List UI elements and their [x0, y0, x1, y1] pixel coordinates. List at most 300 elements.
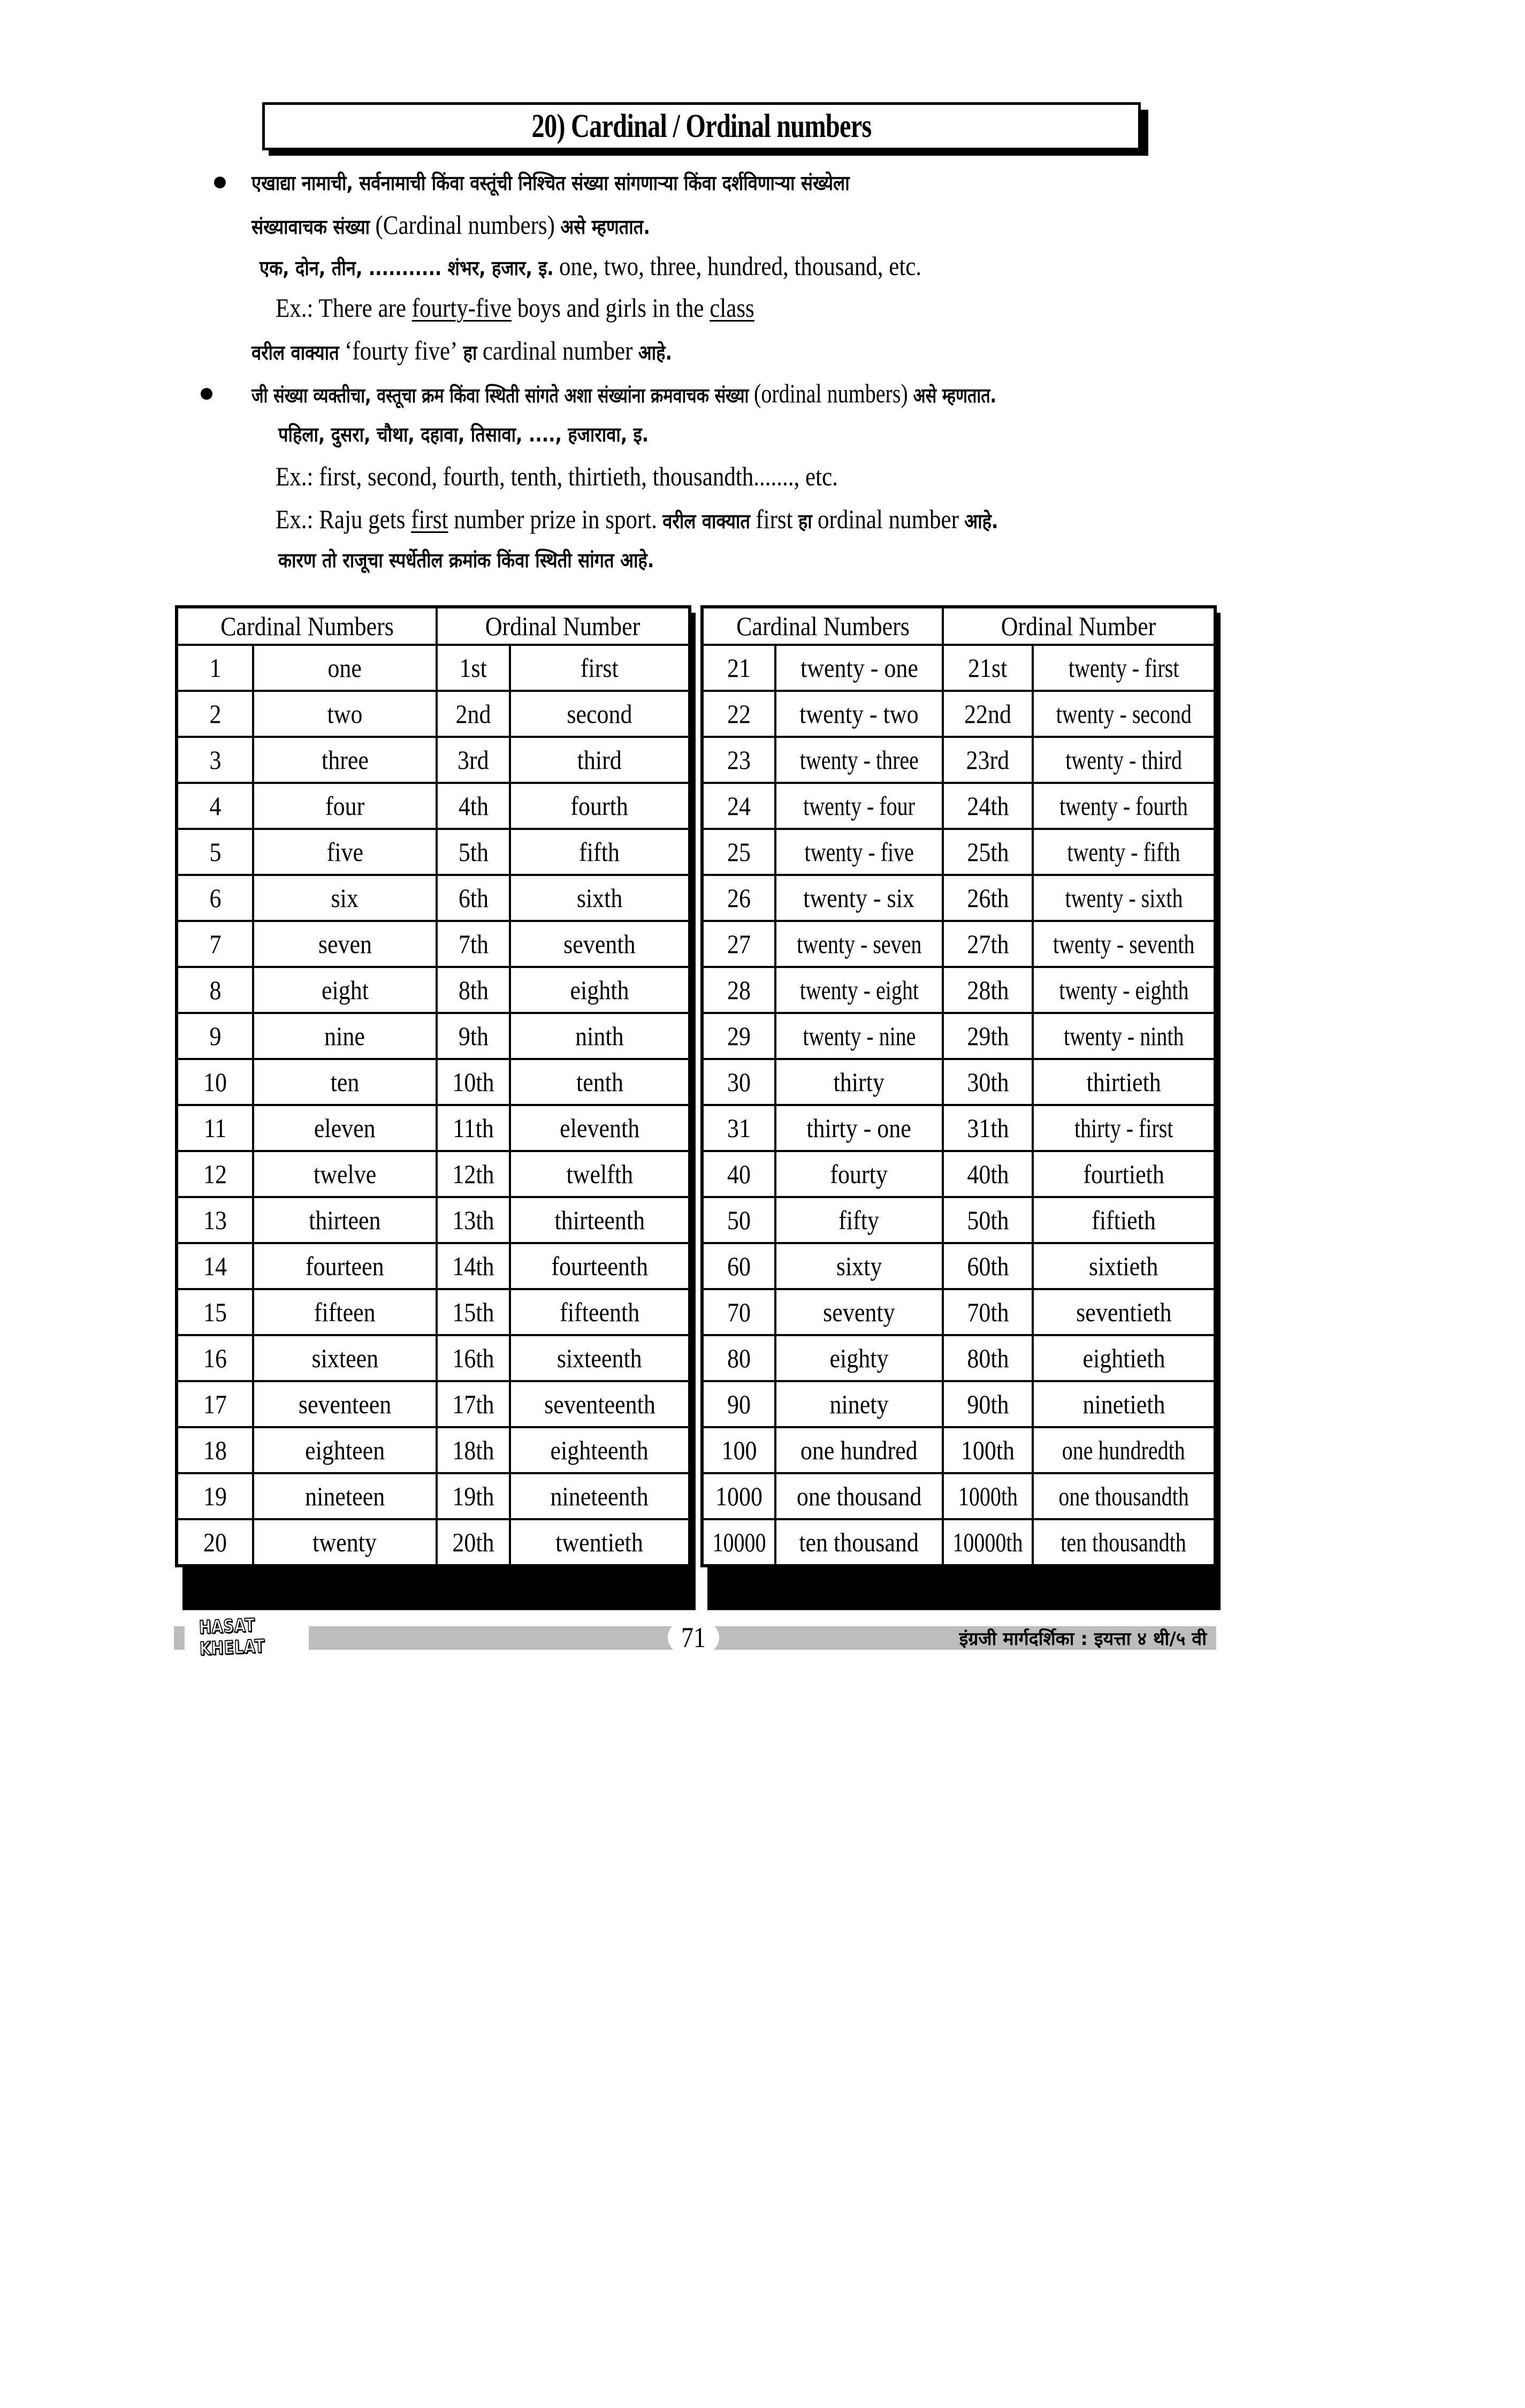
example2-marathi: वरील वाक्यात [662, 509, 750, 533]
cell-ordinal-word [1033, 1519, 1215, 1566]
cell-ordinal-abbrev [437, 1013, 510, 1059]
cell-number-word [253, 1013, 437, 1059]
ordinal-word-text: fifteenth [559, 1297, 640, 1327]
example2-ha: हा [798, 509, 812, 533]
number-text: 50 [727, 1205, 751, 1235]
ordinal-abbrev-text: 70th [966, 1297, 1009, 1327]
explanation-prefix: वरील वाक्यात [251, 341, 339, 364]
example-underlined-number: fourty-five [411, 293, 512, 323]
ordinal-abbrev-text: 9th [458, 1021, 489, 1051]
cell-number-word [775, 1289, 943, 1335]
cell-ordinal-word [1033, 1013, 1215, 1059]
ordinal-abbrev-text: 16th [452, 1343, 494, 1373]
ordinal-abbrev-text: 21st [968, 653, 1008, 683]
table-row [177, 783, 690, 829]
ordinal-word-text: seventh [563, 929, 636, 959]
cell-number [177, 645, 253, 691]
number-word-text: eleven [314, 1113, 376, 1143]
cell-ordinal-abbrev [437, 1243, 510, 1289]
ordinal-word-text: ninetieth [1082, 1389, 1165, 1419]
number-word-text: twenty - three [799, 745, 919, 775]
table-row [702, 1473, 1215, 1519]
ordinal-word-text: fourtieth [1083, 1159, 1164, 1189]
cell-ordinal-word [1033, 829, 1215, 875]
number-text: 5 [209, 837, 221, 867]
number-text: 31 [727, 1113, 751, 1143]
number-text: 70 [727, 1297, 751, 1327]
ordinal-word-text: tenth [576, 1067, 623, 1097]
number-text: 18 [203, 1435, 227, 1465]
table-row [177, 921, 690, 967]
ordinal-abbrev-text: 50th [966, 1205, 1009, 1235]
cell-ordinal-abbrev [437, 1335, 510, 1381]
ordinal-word-text: thirteenth [554, 1205, 645, 1235]
ordinal-word-text: twentieth [555, 1527, 644, 1557]
cell-ordinal-abbrev [437, 691, 510, 737]
number-text: 24 [727, 791, 751, 821]
ordinal-word-text: sixteenth [557, 1343, 642, 1373]
explanation-ha: हा [463, 341, 477, 364]
ordinal-word-text: twenty - sixth [1065, 883, 1183, 913]
table-header-row [177, 607, 690, 645]
cell-ordinal-word [510, 875, 690, 921]
cell-number [177, 1427, 253, 1473]
number-text: 13 [203, 1205, 227, 1235]
cell-number [177, 829, 253, 875]
number-text: 1000 [715, 1481, 762, 1511]
table-row [702, 691, 1215, 737]
number-word-text: thirteen [309, 1205, 381, 1235]
page-number: 71 [681, 1621, 706, 1653]
cell-number [177, 1243, 253, 1289]
cell-number [177, 737, 253, 783]
number-word-text: two [327, 699, 363, 729]
cell-ordinal-abbrev [437, 645, 510, 691]
cell-ordinal-word [1033, 1289, 1215, 1335]
cell-ordinal-word [510, 783, 690, 829]
section2-line4 [276, 503, 1116, 537]
cell-ordinal-word [510, 1427, 690, 1473]
cell-ordinal-abbrev [943, 967, 1033, 1013]
number-text: 40 [727, 1159, 751, 1189]
ordinal-abbrev-text: 3rd [458, 745, 489, 775]
cell-number-word [775, 1427, 943, 1473]
number-word-text: twenty - five [804, 837, 914, 867]
table-row [702, 1105, 1215, 1151]
number-word-text: one [327, 653, 362, 683]
cell-ordinal-word [510, 1335, 690, 1381]
cell-ordinal-word [1033, 1243, 1215, 1289]
ordinal-abbrev-text: 10000th [952, 1527, 1023, 1557]
number-word-text: nineteen [304, 1481, 385, 1511]
cell-number [177, 1059, 253, 1105]
number-word-text: twenty - two [799, 699, 919, 729]
number-word-text: fifty [838, 1205, 880, 1235]
cell-number-word [253, 1473, 437, 1519]
number-text: 15 [203, 1297, 227, 1327]
ordinal-abbrev-text: 90th [966, 1389, 1009, 1419]
ordinal-word-text: one thousandth [1058, 1481, 1189, 1511]
ordinal-abbrev-text: 4th [458, 791, 489, 821]
page-title: 20) Cardinal / Ordinal numbers [531, 108, 872, 144]
cell-ordinal-abbrev [437, 1151, 510, 1197]
cell-ordinal-abbrev [943, 1243, 1033, 1289]
ordinal-abbrev-text: 17th [452, 1389, 494, 1419]
cell-number-word [775, 1013, 943, 1059]
cell-ordinal-abbrev [943, 829, 1033, 875]
number-word-text: twenty - eight [799, 975, 919, 1005]
ordinal-word-text: nineteenth [550, 1481, 649, 1511]
number-word-text: one thousand [796, 1481, 922, 1511]
ordinal-abbrev-text: 60th [966, 1251, 1009, 1281]
number-word-text: ten thousand [799, 1527, 919, 1557]
header-cardinal-text: Cardinal Numbers [736, 611, 910, 641]
number-word-text: thirty [833, 1067, 885, 1097]
cell-ordinal-word [510, 1381, 690, 1427]
ordinal-word-text: thirtieth [1086, 1067, 1161, 1097]
ordinal-abbrev-text: 80th [966, 1343, 1009, 1373]
table-row [702, 1013, 1215, 1059]
ordinal-abbrev-text: 15th [452, 1297, 494, 1327]
ordinal-abbrev-text: 31th [966, 1113, 1009, 1143]
table-row [177, 1519, 690, 1566]
ordinal-abbrev-text: 30th [966, 1067, 1009, 1097]
table-row [702, 829, 1215, 875]
number-word-text: twenty - six [803, 883, 915, 913]
ordinal-word-text: fourteenth [551, 1251, 648, 1281]
cell-ordinal-word [1033, 1381, 1215, 1427]
ordinal-word-text: eleventh [559, 1113, 640, 1143]
ordinal-word-text: eighth [570, 975, 629, 1005]
cell-number [177, 921, 253, 967]
cell-number-word [253, 1151, 437, 1197]
cell-number-word [253, 1105, 437, 1151]
cell-ordinal-word [1033, 967, 1215, 1013]
cell-ordinal-word [1033, 875, 1215, 921]
number-word-text: six [331, 883, 359, 913]
section1-line1 [251, 167, 947, 199]
cell-ordinal-abbrev [437, 875, 510, 921]
ordinal-abbrev-text: 1st [459, 653, 487, 683]
cell-number-word [775, 921, 943, 967]
example2-term: ordinal number [818, 504, 959, 534]
number-word-text: nine [324, 1021, 365, 1051]
table-row [702, 1151, 1215, 1197]
cell-number [177, 875, 253, 921]
bullet-icon [201, 388, 212, 400]
cell-number-word [775, 875, 943, 921]
header-ordinal [943, 607, 1215, 645]
ordinal-word-text: ninth [575, 1021, 624, 1051]
ordinal-abbrev-text: 25th [966, 837, 1009, 867]
ordinal-abbrev-text: 24th [966, 791, 1009, 821]
cell-ordinal-word [510, 1519, 690, 1566]
table-row [177, 737, 690, 783]
ordinal-abbrev-text: 5th [458, 837, 489, 867]
number-text: 100 [721, 1435, 757, 1465]
ordinal-word-text: twenty - eighth [1058, 975, 1189, 1005]
example2-underlined: first [411, 504, 448, 534]
cell-ordinal-abbrev [943, 645, 1033, 691]
number-word-text: sixteen [311, 1343, 378, 1373]
cell-number-word [253, 921, 437, 967]
table-row [702, 645, 1215, 691]
cell-number [177, 1519, 253, 1566]
number-text: 27 [727, 929, 751, 959]
section1-example [276, 292, 832, 324]
ordinal-word-text: second [567, 699, 632, 729]
cell-number-word [775, 1151, 943, 1197]
number-text: 11 [203, 1113, 227, 1143]
ordinal-abbrev-text: 10th [452, 1067, 494, 1097]
ordinal-word-text: twenty - fifth [1067, 837, 1180, 867]
cell-number-word [253, 645, 437, 691]
table-row [702, 1519, 1215, 1566]
cell-number [702, 967, 775, 1013]
number-text: 14 [203, 1251, 227, 1281]
header-cardinal-text: Cardinal Numbers [220, 611, 394, 641]
ordinal-abbrev-text: 1000th [958, 1481, 1018, 1511]
number-text: 80 [727, 1343, 751, 1373]
cell-ordinal-abbrev [437, 1197, 510, 1243]
table-row [177, 1243, 690, 1289]
number-text: 17 [203, 1389, 227, 1419]
ordinal-abbrev-text: 100th [960, 1435, 1015, 1465]
number-word-text: eight [321, 975, 369, 1005]
publisher-logo [187, 1614, 307, 1660]
ordinal-word-text: twenty - seventh [1053, 929, 1195, 959]
cell-ordinal-word [510, 1059, 690, 1105]
section2-line1 [251, 377, 1183, 412]
ordinal-examples-english: Ex.: first, second, fourth, tenth, thirtieth, thousandth......., etc. [276, 461, 838, 491]
ordinal-abbrev-text: 12th [452, 1159, 494, 1189]
number-word-text: twenty [312, 1527, 377, 1557]
cell-ordinal-abbrev [943, 1151, 1033, 1197]
ordinal-abbrev-text: 29th [966, 1021, 1009, 1051]
number-text: 22 [727, 699, 751, 729]
number-text: 21 [727, 653, 751, 683]
cell-number [702, 875, 775, 921]
header-ordinal-text: Ordinal Number [485, 611, 640, 641]
cell-ordinal-abbrev [437, 1381, 510, 1427]
ordinal-word-text: ten thousandth [1061, 1527, 1187, 1557]
table-row [177, 1427, 690, 1473]
example-prefix: Ex.: There are [276, 293, 412, 323]
cell-number-word [253, 1335, 437, 1381]
cell-ordinal-abbrev [437, 921, 510, 967]
ordinal-word-text: eightieth [1082, 1343, 1165, 1373]
number-text: 28 [727, 975, 751, 1005]
cell-number [177, 1335, 253, 1381]
cell-number-word [775, 783, 943, 829]
cell-number-word [775, 1059, 943, 1105]
table-row [702, 1335, 1215, 1381]
cell-number-word [775, 1197, 943, 1243]
ordinal-word-text: twenty - third [1065, 745, 1182, 775]
cell-ordinal-abbrev [437, 1105, 510, 1151]
cell-number-word [253, 1427, 437, 1473]
cell-number-word [253, 783, 437, 829]
number-word-text: twenty - nine [802, 1021, 916, 1051]
table-row [702, 1059, 1215, 1105]
cell-ordinal-abbrev [943, 1013, 1033, 1059]
table-row [177, 1013, 690, 1059]
cell-ordinal-abbrev [943, 1197, 1033, 1243]
number-text: 26 [727, 883, 751, 913]
cell-ordinal-abbrev [943, 1289, 1033, 1335]
cell-ordinal-word [1033, 645, 1215, 691]
cell-number [177, 1289, 253, 1335]
explanation-suffix: आहे. [638, 341, 672, 364]
cell-number [702, 829, 775, 875]
cell-ordinal-word [510, 921, 690, 967]
ordinal-abbrev-text: 28th [966, 975, 1009, 1005]
table-row [702, 783, 1215, 829]
cell-ordinal-abbrev [943, 1519, 1033, 1566]
numbers-table-right [700, 605, 1217, 1567]
ordinal-word-text: twenty - first [1068, 653, 1179, 683]
explanation-term: cardinal number [482, 336, 633, 365]
cell-ordinal-abbrev [943, 1473, 1033, 1519]
ordinal-abbrev-text: 2nd [455, 699, 491, 729]
cell-number [702, 737, 775, 783]
cell-ordinal-word [1033, 1335, 1215, 1381]
header-ordinal [437, 607, 690, 645]
example-middle: boys and girls in the [511, 293, 710, 323]
table-row [177, 645, 690, 691]
cell-ordinal-abbrev [437, 1059, 510, 1105]
number-word-text: three [321, 745, 369, 775]
number-word-text: seven [318, 929, 372, 959]
ordinal-word-text: first [581, 653, 619, 683]
number-text: 90 [727, 1389, 751, 1419]
table-row [702, 1427, 1215, 1473]
cell-ordinal-abbrev [943, 875, 1033, 921]
cardinal-term-suffix: असे म्हणतात. [560, 215, 650, 239]
ordinal-term-suffix: असे म्हणतात. [913, 384, 997, 407]
ordinal-word-text: fifth [579, 837, 620, 867]
header-cardinal [177, 607, 437, 645]
number-word-text: ninety [829, 1389, 889, 1419]
cell-ordinal-abbrev [943, 783, 1033, 829]
title-box [262, 102, 1141, 150]
ordinal-abbrev-text: 27th [966, 929, 1009, 959]
number-text: 10 [203, 1067, 227, 1097]
table-row [702, 737, 1215, 783]
cell-number [177, 1105, 253, 1151]
cell-ordinal-abbrev [437, 967, 510, 1013]
cell-ordinal-abbrev [437, 1289, 510, 1335]
ordinal-abbrev-text: 22nd [964, 699, 1011, 729]
cell-ordinal-word [510, 1151, 690, 1197]
number-text: 10000 [712, 1527, 766, 1557]
cardinal-term-marathi: संख्यावाचक संख्या [251, 215, 370, 239]
section1-line2 [251, 209, 715, 243]
cell-number-word [775, 1519, 943, 1566]
number-word-text: fifteen [314, 1297, 376, 1327]
cell-ordinal-abbrev [437, 1427, 510, 1473]
cell-number-word [775, 1381, 943, 1427]
ordinal-word-text: third [577, 745, 622, 775]
ordinal-abbrev-text: 26th [966, 883, 1009, 913]
ordinal-reason: कारण तो राजूचा स्पर्धेतील क्रमांक किंवा स्थिती सांगत आहे. [278, 548, 654, 572]
cell-number-word [253, 1519, 437, 1566]
number-word-text: sixty [836, 1251, 882, 1281]
cell-number-word [253, 967, 437, 1013]
ordinal-definition: जी संख्या व्यक्तीचा, वस्तूचा क्रम किंवा स्थिती सांगते अशा संख्यांना क्रमवाचक संख्या [251, 384, 749, 407]
cell-number [702, 1059, 775, 1105]
ordinal-abbrev-text: 40th [966, 1159, 1009, 1189]
number-text: 25 [727, 837, 751, 867]
number-word-text: seventeen [298, 1389, 392, 1419]
cell-number [702, 1105, 775, 1151]
cell-number [177, 1473, 253, 1519]
cell-ordinal-abbrev [943, 737, 1033, 783]
header-cardinal [702, 607, 943, 645]
cell-number-word [775, 691, 943, 737]
number-word-text: twenty - seven [796, 929, 922, 959]
table-row [177, 1197, 690, 1243]
section2-line3 [276, 460, 929, 492]
number-text: 9 [209, 1021, 221, 1051]
cell-number [702, 1151, 775, 1197]
example2-prefix: Ex.: Raju gets [276, 504, 411, 534]
cell-number-word [775, 829, 943, 875]
table-row [177, 829, 690, 875]
cell-number [177, 967, 253, 1013]
table-row [177, 1151, 690, 1197]
cell-number [702, 1243, 775, 1289]
table-row [702, 921, 1215, 967]
ordinal-word-text: fourth [570, 791, 629, 821]
cell-number [702, 1427, 775, 1473]
number-word-text: four [325, 791, 365, 821]
ordinal-abbrev-text: 19th [452, 1481, 494, 1511]
number-word-text: thirty - one [806, 1113, 912, 1143]
table-row [177, 1059, 690, 1105]
ordinal-word-text: sixth [576, 883, 623, 913]
table-row [177, 691, 690, 737]
ordinal-word-text: sixtieth [1089, 1251, 1158, 1281]
table-row [177, 1105, 690, 1151]
number-text: 6 [209, 883, 221, 913]
number-text: 16 [203, 1343, 227, 1373]
ordinal-abbrev-text: 11th [453, 1113, 494, 1143]
cell-number-word [253, 875, 437, 921]
publisher-logo-text: HASAT KHELAT [199, 1614, 265, 1660]
table-header-row [702, 607, 1215, 645]
ordinal-abbrev-text: 13th [452, 1205, 494, 1235]
cell-number [702, 1197, 775, 1243]
cell-number [702, 645, 775, 691]
table-row [702, 1197, 1215, 1243]
table-row [702, 1289, 1215, 1335]
cell-ordinal-word [510, 1289, 690, 1335]
number-word-text: seventy [823, 1297, 895, 1327]
page-number-pill [668, 1621, 719, 1653]
example2-rest: number prize in sport. [448, 504, 657, 534]
example-underlined-class: class [710, 293, 754, 323]
ordinal-word-text: eighteenth [550, 1435, 649, 1465]
table-row [177, 1289, 690, 1335]
book-title [959, 1625, 1207, 1651]
cell-ordinal-word [1033, 1427, 1215, 1473]
numbers-table-left [175, 605, 691, 1567]
number-word-text: twelve [313, 1159, 377, 1189]
cell-number-word [775, 737, 943, 783]
cell-number [702, 1519, 775, 1566]
number-text: 2 [209, 699, 221, 729]
